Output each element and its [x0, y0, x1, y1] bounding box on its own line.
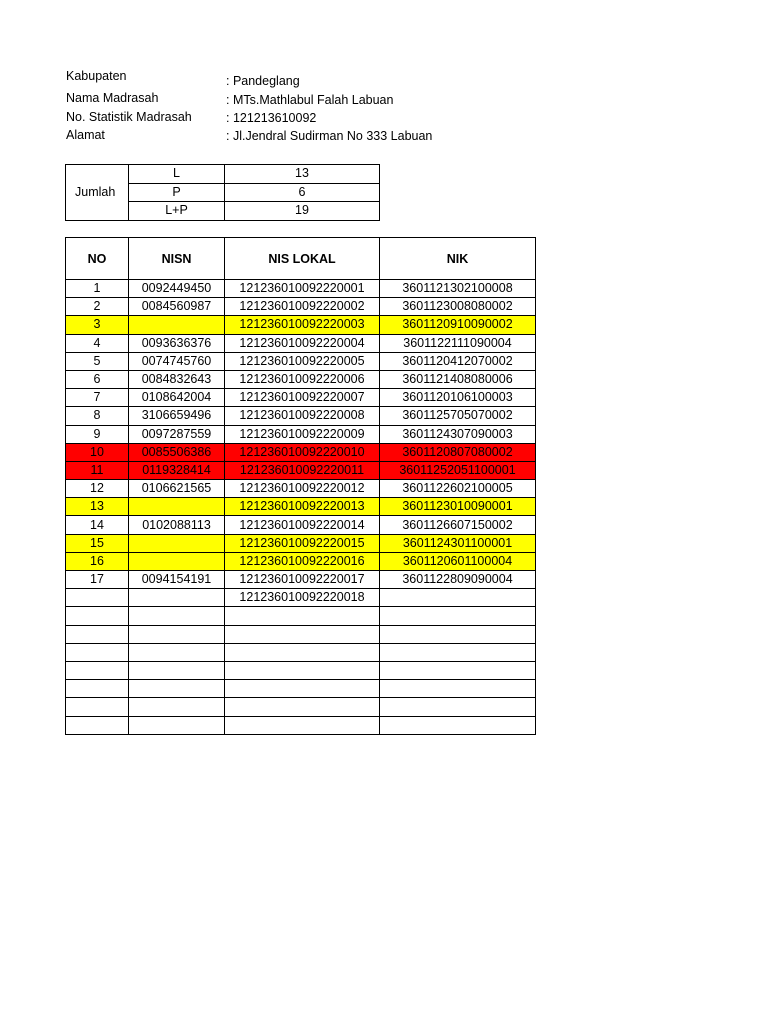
cell-nik: 3601124301100001: [380, 534, 536, 552]
info-value-kabupaten: : Pandeglang: [226, 74, 300, 88]
cell-no: 9: [66, 425, 129, 443]
cell-nisn: 0106621565: [129, 480, 225, 498]
summary-key: L: [129, 165, 225, 184]
info-label-kabupaten: Kabupaten: [66, 69, 127, 83]
cell-no: [66, 607, 129, 625]
cell-nik: 3601122111090004: [380, 334, 536, 352]
cell-nisn: [129, 607, 225, 625]
cell-no: 3: [66, 316, 129, 334]
table-row: [66, 698, 536, 716]
cell-nis-lokal: [225, 716, 380, 734]
cell-no: [66, 625, 129, 643]
cell-nis-lokal: 121236010092220018: [225, 589, 380, 607]
cell-nis-lokal: 121236010092220016: [225, 552, 380, 570]
cell-no: 7: [66, 389, 129, 407]
cell-nik: 3601125705070002: [380, 407, 536, 425]
cell-no: 14: [66, 516, 129, 534]
table-row: [66, 407, 536, 425]
table-row: [66, 498, 536, 516]
cell-nisn: 0084560987: [129, 298, 225, 316]
student-table: [65, 237, 536, 735]
summary-value: 6: [225, 183, 380, 202]
table-row: [66, 370, 536, 388]
cell-nisn: 0108642004: [129, 389, 225, 407]
cell-nis-lokal: 121236010092220014: [225, 516, 380, 534]
cell-nik: 3601126607150002: [380, 516, 536, 534]
cell-nis-lokal: 121236010092220015: [225, 534, 380, 552]
cell-no: 12: [66, 480, 129, 498]
info-label-alamat: Alamat: [66, 128, 105, 142]
cell-nik: 3601120412070002: [380, 352, 536, 370]
cell-nik: 3601121302100008: [380, 280, 536, 298]
summary-value: 19: [225, 202, 380, 221]
table-row: [66, 298, 536, 316]
cell-nik: [380, 643, 536, 661]
cell-no: 8: [66, 407, 129, 425]
cell-nis-lokal: 121236010092220012: [225, 480, 380, 498]
summary-table: [65, 164, 380, 221]
cell-nisn: 0074745760: [129, 352, 225, 370]
cell-nisn: 0097287559: [129, 425, 225, 443]
table-row: [66, 661, 536, 679]
cell-nis-lokal: 121236010092220013: [225, 498, 380, 516]
cell-nis-lokal: 121236010092220002: [225, 298, 380, 316]
cell-nik: [380, 698, 536, 716]
cell-no: [66, 680, 129, 698]
cell-nisn: [129, 680, 225, 698]
table-row: [66, 425, 536, 443]
cell-nis-lokal: 121236010092220007: [225, 389, 380, 407]
cell-nisn: [129, 625, 225, 643]
table-row: [66, 280, 536, 298]
cell-no: [66, 643, 129, 661]
cell-no: 16: [66, 552, 129, 570]
table-row: [66, 716, 536, 734]
cell-nis-lokal: 121236010092220008: [225, 407, 380, 425]
cell-nis-lokal: 121236010092220001: [225, 280, 380, 298]
cell-nisn: 0119328414: [129, 461, 225, 479]
header-nik: NIK: [380, 238, 536, 280]
cell-nisn: 0085506386: [129, 443, 225, 461]
cell-nik: [380, 661, 536, 679]
cell-nik: 3601120601100004: [380, 552, 536, 570]
cell-nis-lokal: 121236010092220017: [225, 571, 380, 589]
table-row: [66, 680, 536, 698]
info-value-no-statistik: : 121213610092: [226, 111, 317, 125]
summary-key: L+P: [129, 202, 225, 221]
cell-no: 15: [66, 534, 129, 552]
info-value-nama-madrasah: : MTs.Mathlabul Falah Labuan: [226, 93, 394, 107]
table-row: [66, 552, 536, 570]
cell-nik: 3601121408080006: [380, 370, 536, 388]
cell-nisn: [129, 661, 225, 679]
table-row: [66, 480, 536, 498]
cell-nisn: 0084832643: [129, 370, 225, 388]
cell-nisn: 3106659496: [129, 407, 225, 425]
table-row: [66, 316, 536, 334]
table-row: [66, 589, 536, 607]
cell-nik: [380, 680, 536, 698]
table-row: [66, 607, 536, 625]
cell-nisn: [129, 643, 225, 661]
cell-no: 2: [66, 298, 129, 316]
cell-nis-lokal: 121236010092220003: [225, 316, 380, 334]
summary-label: Jumlah: [66, 165, 129, 221]
cell-nik: [380, 625, 536, 643]
cell-nis-lokal: 121236010092220006: [225, 370, 380, 388]
cell-no: 17: [66, 571, 129, 589]
cell-nis-lokal: 121236010092220004: [225, 334, 380, 352]
cell-nik: 3601122809090004: [380, 571, 536, 589]
cell-nisn: [129, 498, 225, 516]
info-label-nama-madrasah: Nama Madrasah: [66, 91, 159, 105]
cell-nisn: 0092449450: [129, 280, 225, 298]
header-nis-lokal: NIS LOKAL: [225, 238, 380, 280]
cell-nisn: [129, 534, 225, 552]
table-row: [66, 389, 536, 407]
cell-no: [66, 589, 129, 607]
table-body: [66, 280, 536, 735]
cell-nisn: 0094154191: [129, 571, 225, 589]
cell-nisn: 0093636376: [129, 334, 225, 352]
cell-nisn: [129, 589, 225, 607]
table-row: [66, 334, 536, 352]
header-no: NO: [66, 238, 129, 280]
table-header-row: [66, 238, 536, 280]
info-label-no-statistik: No. Statistik Madrasah: [66, 110, 192, 124]
table-row: [66, 352, 536, 370]
cell-nis-lokal: [225, 661, 380, 679]
table-row: [66, 461, 536, 479]
cell-nik: 3601120807080002: [380, 443, 536, 461]
summary-value: 13: [225, 165, 380, 184]
cell-nis-lokal: 121236010092220009: [225, 425, 380, 443]
cell-nis-lokal: [225, 698, 380, 716]
cell-nik: 3601124307090003: [380, 425, 536, 443]
cell-nis-lokal: 121236010092220011: [225, 461, 380, 479]
cell-no: [66, 661, 129, 679]
table-row: [66, 625, 536, 643]
table-row: [66, 643, 536, 661]
cell-no: 4: [66, 334, 129, 352]
cell-nik: [380, 589, 536, 607]
cell-nik: 3601123008080002: [380, 298, 536, 316]
cell-nisn: 0102088113: [129, 516, 225, 534]
cell-no: 1: [66, 280, 129, 298]
cell-nis-lokal: [225, 625, 380, 643]
table-row: [66, 571, 536, 589]
cell-no: [66, 716, 129, 734]
cell-nis-lokal: [225, 680, 380, 698]
cell-no: 5: [66, 352, 129, 370]
header-nisn: NISN: [129, 238, 225, 280]
summary-row: [66, 165, 380, 184]
cell-nis-lokal: [225, 607, 380, 625]
cell-nik: 3601122602100005: [380, 480, 536, 498]
cell-nisn: [129, 316, 225, 334]
cell-nik: [380, 607, 536, 625]
cell-nik: [380, 716, 536, 734]
cell-no: [66, 698, 129, 716]
cell-nisn: [129, 698, 225, 716]
info-value-alamat: : Jl.Jendral Sudirman No 333 Labuan: [226, 129, 433, 143]
cell-no: 6: [66, 370, 129, 388]
cell-nisn: [129, 716, 225, 734]
cell-no: 10: [66, 443, 129, 461]
cell-nis-lokal: 121236010092220010: [225, 443, 380, 461]
cell-no: 13: [66, 498, 129, 516]
table-row: [66, 443, 536, 461]
table-row: [66, 516, 536, 534]
cell-nik: 3601120910090002: [380, 316, 536, 334]
cell-nik: 3601120106100003: [380, 389, 536, 407]
summary-key: P: [129, 183, 225, 202]
cell-nis-lokal: [225, 643, 380, 661]
cell-nik: 3601123010090001: [380, 498, 536, 516]
cell-no: 11: [66, 461, 129, 479]
cell-nis-lokal: 121236010092220005: [225, 352, 380, 370]
cell-nik: 36011252051100001: [380, 461, 536, 479]
cell-nisn: [129, 552, 225, 570]
table-row: [66, 534, 536, 552]
